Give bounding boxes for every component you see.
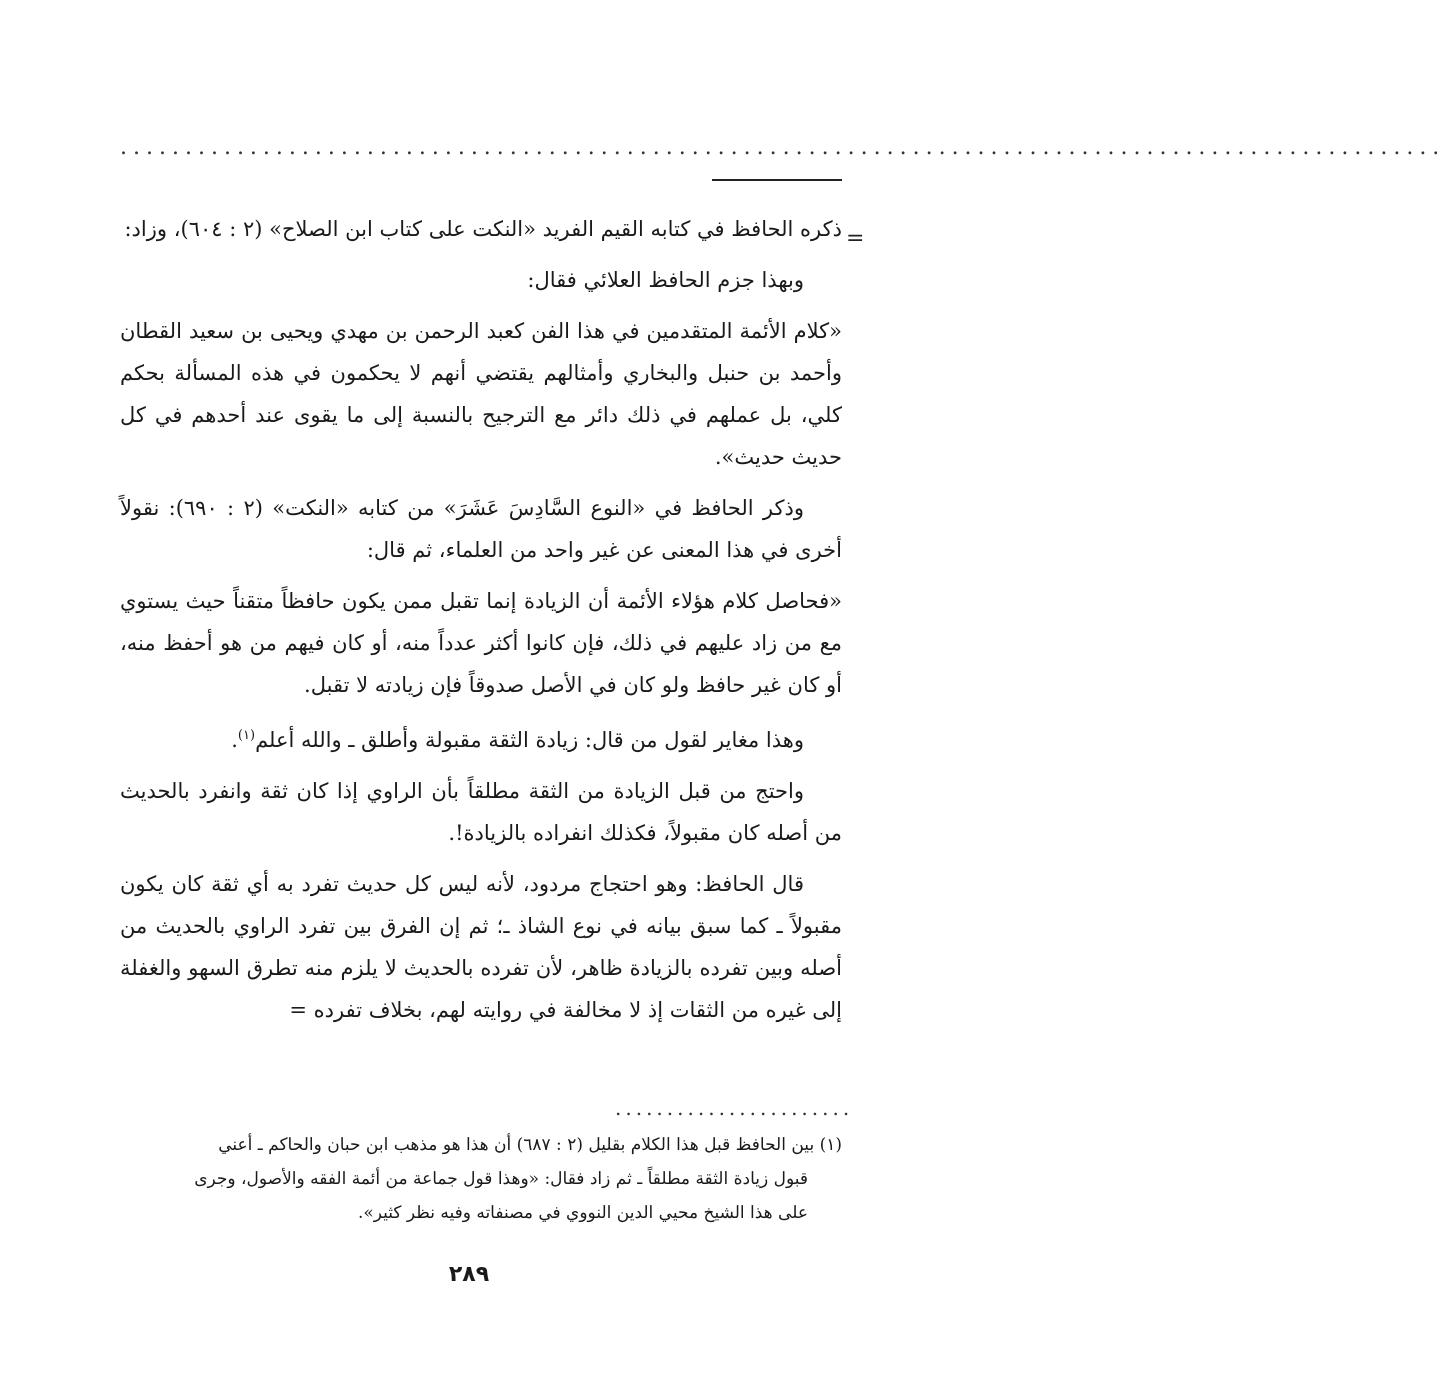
paragraph-5-quote: «فحاصل كلام هؤلاء الأئمة أن الزيادة إنما تقبل ممن يكون حافظاً متقناً حيث يستوي مع من زاد عليهم في ذلك، فإن كانوا أكثر عدداً منه، أو كان فيهم من هو أحفظ منه، أو كان غير حافظ ولو كان في الأصل صدوقاً فإن زيادته لا تقبل. [120,589,842,697]
page-number: ٢٨٩ [448,1262,490,1287]
footnote-line-3: على هذا الشيخ محيي الدين النووي في مصنفاته وفيه نظر كثير». [357,1203,808,1223]
footnote [120,1128,842,1230]
paragraph-6-tail: . [231,728,238,752]
paragraph-3-quote: «كلام الأئمة المتقدمين في هذا الفن كعبد الرحمن بن مهدي ويحيى بن سعيد القطان وأحمد بن حنبل والبخاري وأمثالهم يقتضي أنهم لا يحكمون في هذه المسألة بحكم كلي، بل عملهم في ذلك دائر مع الترجيح بالنسبة إلى ما يقوى عند أحدهم في كل حديث حديث». [120,319,842,469]
paragraph-4: وذكر الحافظ في «النوع السَّادِسَ عَشَرَ» من كتابه «النكت» (٢ : ٦٩٠): نقولاً أخرى في هذا المعنى عن غير واحد من العلماء، ثم قال: [120,496,842,562]
top-dotted-separator: ...................................................................................................... [120,135,1445,160]
footnote-ref: (١) [237,728,256,743]
footnote-dotted-separator: ....................... [615,1096,854,1120]
paragraph-7: واحتج من قبل الزيادة من الثقة مطلقاً بأن الراوي إذا كان ثقة وانفرد بالحديث من أصله كان مقبولاً، فكذلك انفراده بالزيادة!. [120,779,842,845]
paragraph-2: وبهذا جزم الحافظ العلائي فقال: [527,268,804,292]
paragraph-6 [120,715,842,761]
footnote-line-2: قبول زيادة الثقة مطلقاً ـ ثم زاد فقال: «وهذا قول جماعة من أئمة الفقه والأصول، وجرى [194,1169,808,1189]
paragraph-6-text: وهذا مغاير لقول من قال: زيادة الثقة مقبولة وأطلق ـ والله أعلم [255,728,804,752]
paragraph-8: قال الحافظ: وهو احتجاج مردود، لأنه ليس كل حديث تفرد به أي ثقة كان يكون مقبولاً ـ كما سبق بيانه في نوع الشاذ ـ؛ ثم إن الفرق بين تفرد الراوي بالحديث من أصله وبين تفرده بالزيادة ظاهر، لأن تفرده بالحديث لا يلزم منه تطرق السهو والغفلة إلى غيره من الثقات إذ لا مخالفة في روايته لهم، بخلاف تفرده = [120,872,842,1022]
continuation-marker: = [846,226,865,251]
paragraph-1: ذكره الحافظ في كتابه القيم الفريد «النكت على كتاب ابن الصلاح» (٢ : ٦٠٤)، وزاد: [124,217,842,241]
footnote-line-1: (١) بين الحافظ قبل هذا الكلام بقليل (٢ : ٦٨٧) أن هذا هو مذهب ابن حبان والحاكم ـ أعني [218,1135,842,1155]
top-rule-line [712,179,842,181]
main-text [120,208,842,1040]
